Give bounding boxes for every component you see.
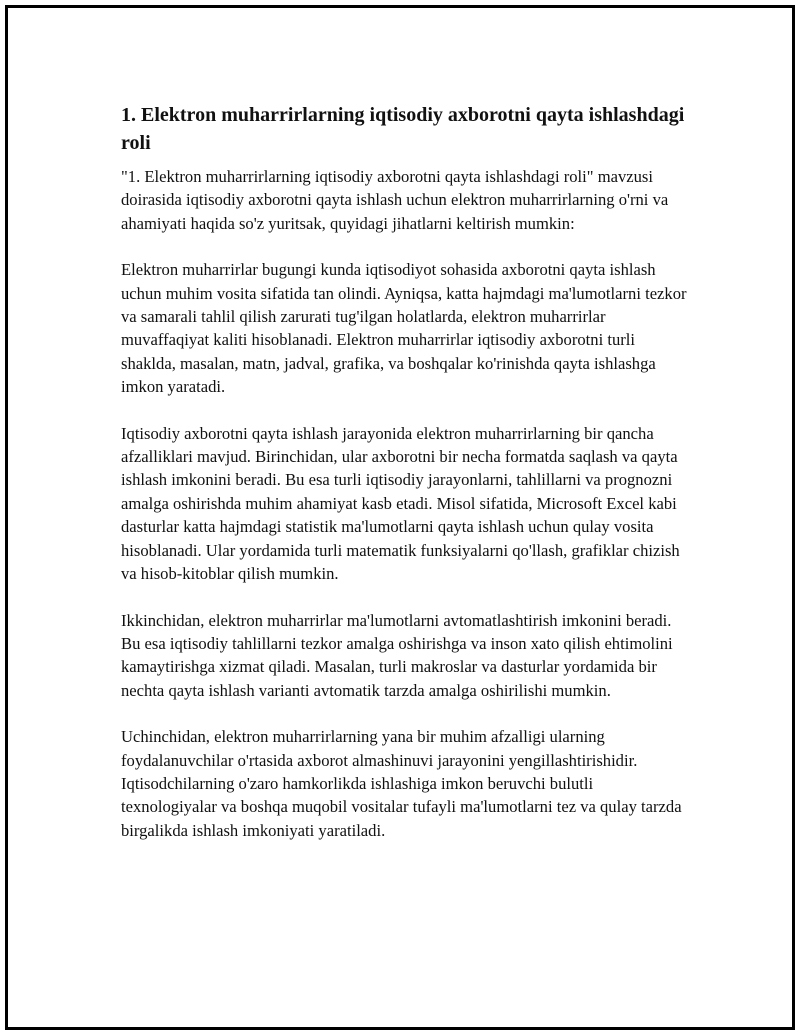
- paragraph-overview: Elektron muharrirlar bugungi kunda iqtisodiyot sohasida axborotni qayta ishlash uchun muhim vosita sifatida tan olindi. Ayniqsa, katta hajmdagi ma'lumotlarni tezkor va samarali tahlil qilish zarurati tug'ilgan holatlarda, elektron muharrirlar muvaffaqiyat kaliti hisoblanadi. Elektron muharrirlar iqtisodiy axborotni turli shaklda, masalan, matn, jadval, grafika, va boshqalar ko'rinishda qayta ishlashga imkon yaratadi.: [121, 260, 687, 397]
- page-frame: [5, 5, 795, 1030]
- paragraph-first-advantage: Iqtisodiy axborotni qayta ishlash jarayonida elektron muharrirlarning bir qancha afzalliklari mavjud. Birinchidan, ular axborotni bir necha formatda saqlash va qayta ishlash imkonini beradi. Bu esa turli iqtisodiy jarayonlarni, tahlillarni va prognozni amalga oshirishda muhim ahamiyat kasb etadi. Misol sifatida, Microsoft Excel kabi dasturlar katta hajmdagi statistik ma'lumotlarni qayta ishlash uchun qulay vosita hisoblanadi. Ular yordamida turli matematik funksiyalarni qo'llash, grafiklar chizish va hisob-kitoblar qilish mumkin.: [121, 423, 680, 584]
- document-title: 1. Elektron muharrirlarning iqtisodiy axborotni qayta ishlashdagi roli: [121, 104, 685, 154]
- paragraph-third-advantage: Uchinchidan, elektron muharrirlarning yana bir muhim afzalligi ularning foydalanuvchilar o'rtasida axborot almashinuvi jarayonini yengillashtirishidir. Iqtisodchilarning o'zaro hamkorlikda ishlashiga imkon beruvchi bulutli texnologiyalar va boshqa muqobil vositalar tufayli ma'lumotlarni tez va qulay tarzda birgalikda ishlash imkoniyati yaratiladi.: [121, 727, 682, 840]
- document-body: [121, 101, 691, 865]
- paragraph-intro: "1. Elektron muharrirlarning iqtisodiy axborotni qayta ishlashdagi roli" mavzusi doirasida iqtisodiy axborotni qayta ishlash uchun elektron muharrirlarning o'rni va ahamiyati haqida so'z yuritsak, quyidagi jihatlarni keltirish mumkin:: [121, 167, 669, 233]
- paragraph-second-advantage: Ikkinchidan, elektron muharrirlar ma'lumotlarni avtomatlashtirish imkonini beradi. Bu esa iqtisodiy tahlillarni tezkor amalga oshirishga va inson xato qilish ehtimolini kamaytirishga xizmat qiladi. Masalan, turli makroslar va dasturlar yordamida bir nechta qayta ishlash varianti avtomatik tarzda amalga oshirilishi mumkin.: [121, 610, 673, 700]
